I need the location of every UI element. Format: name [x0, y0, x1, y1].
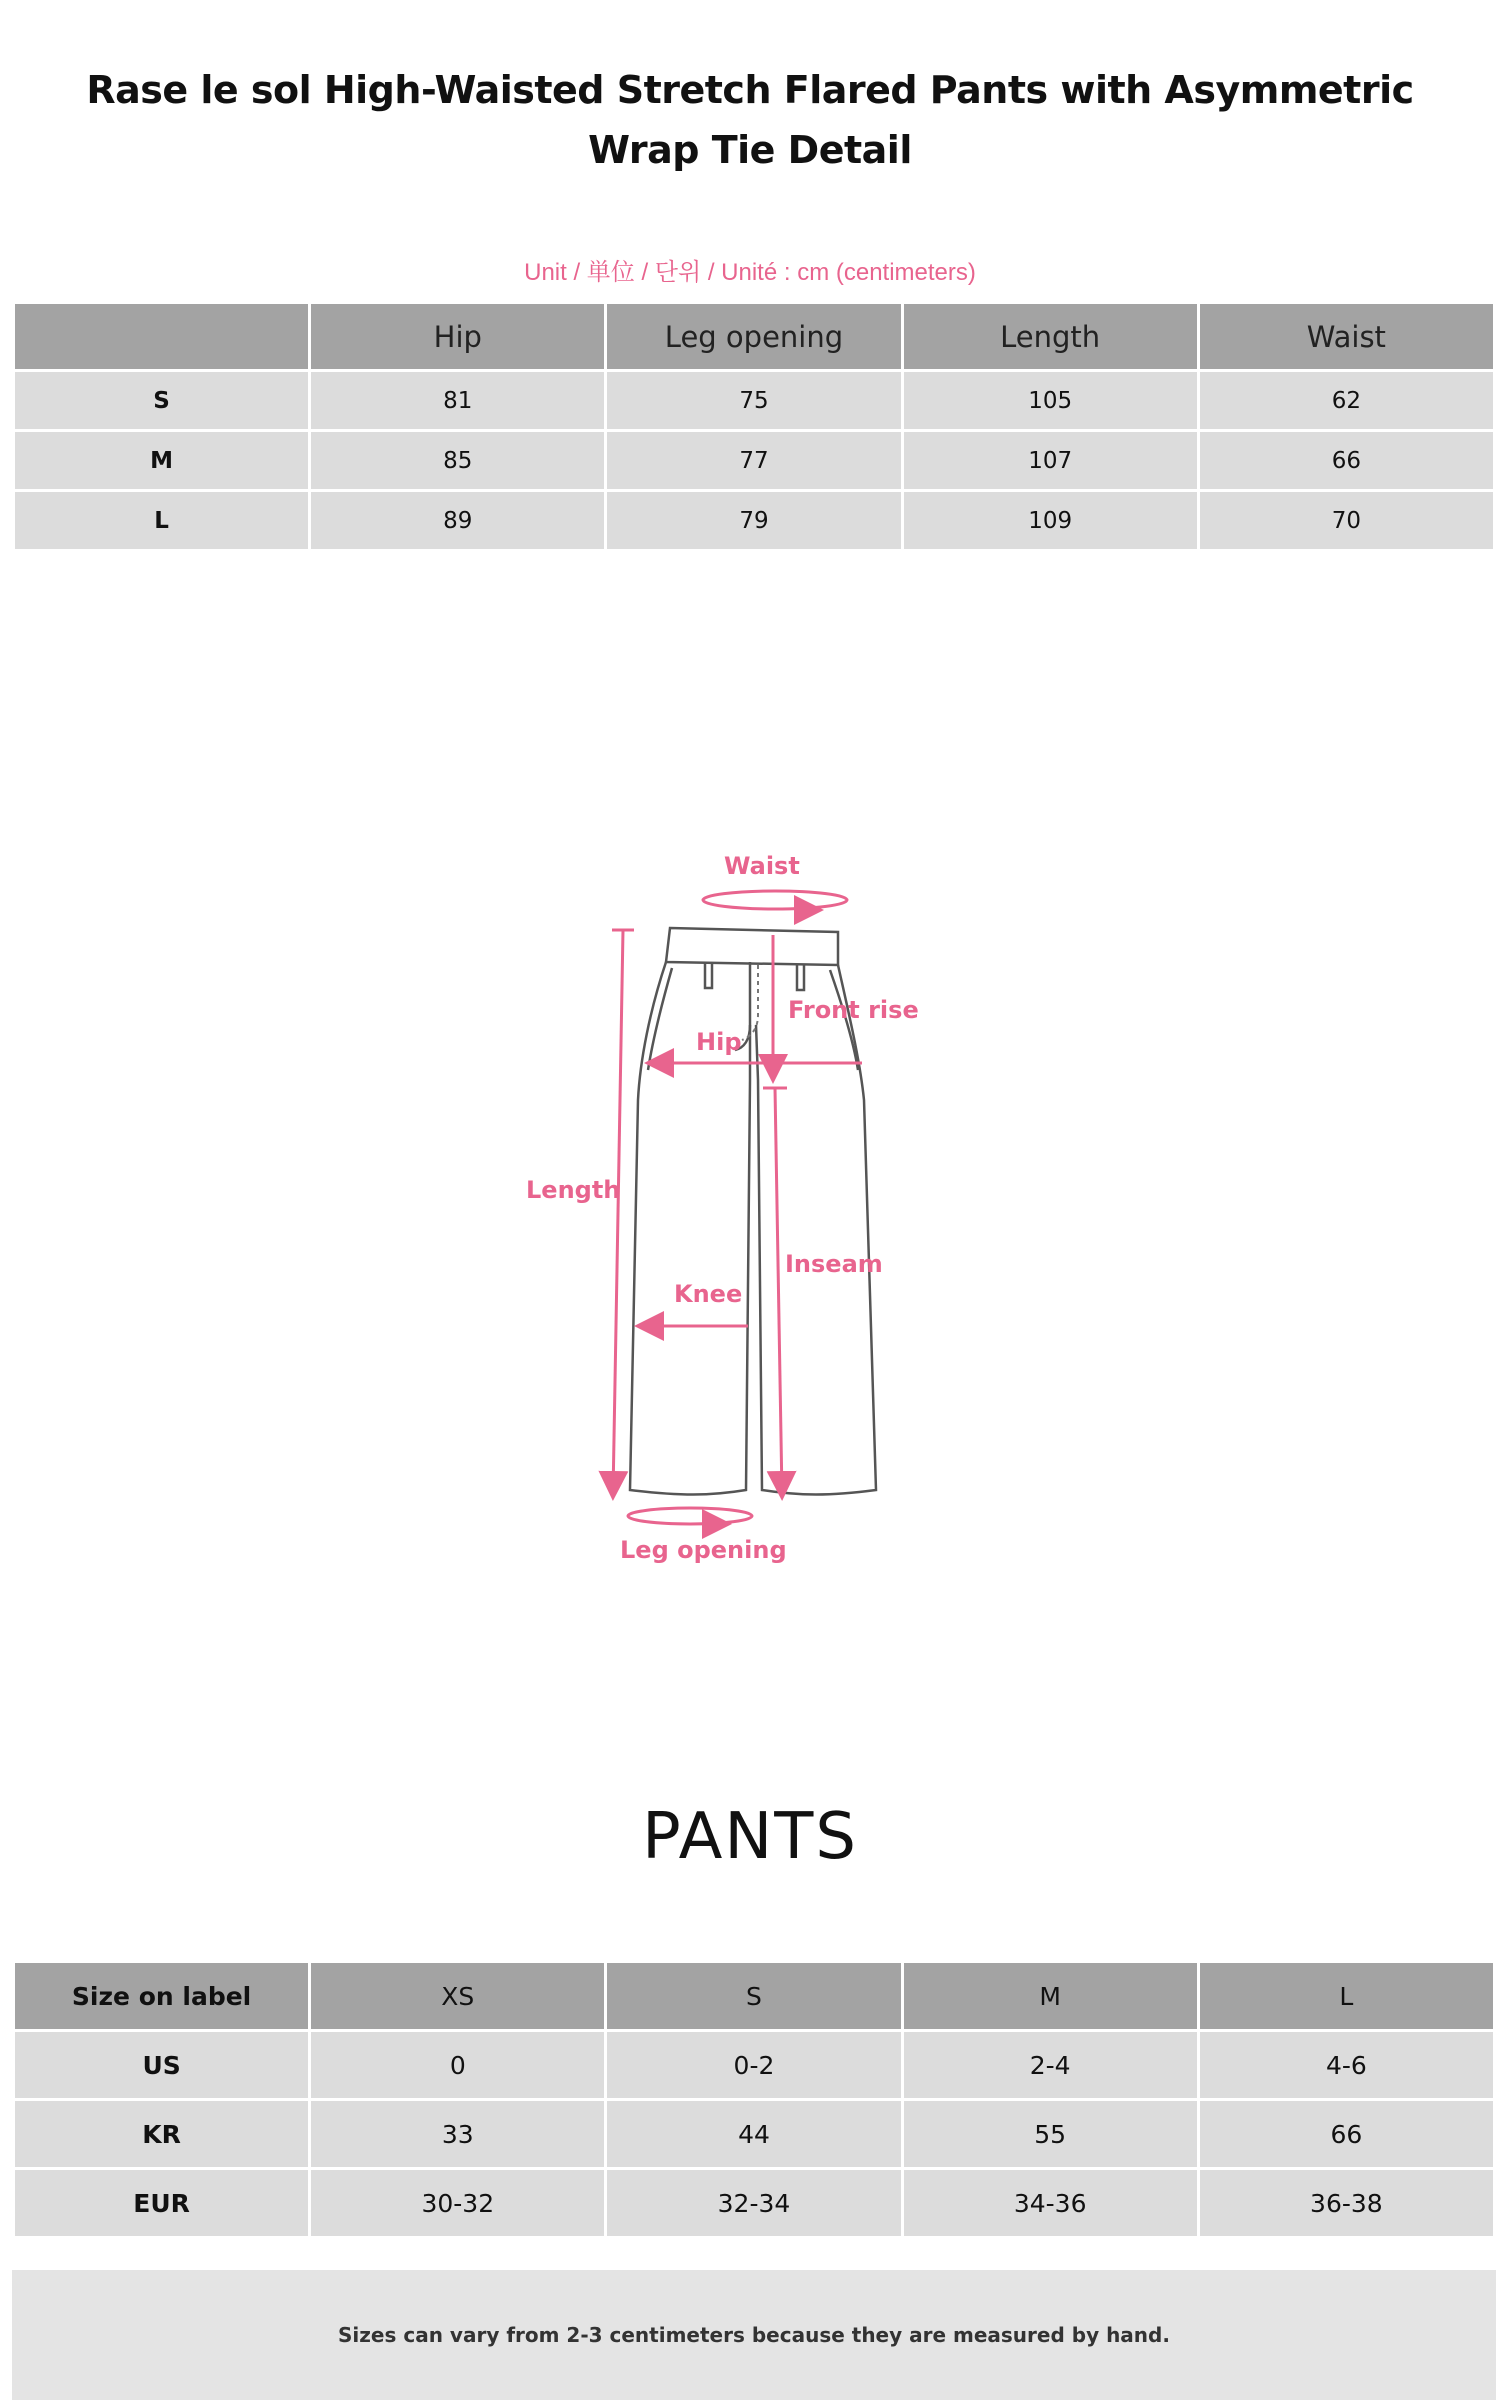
size-value: 55: [904, 2101, 1197, 2167]
measurement-table: [12, 301, 1496, 552]
region-label: US: [15, 2032, 308, 2098]
size-value: 34-36: [904, 2170, 1197, 2236]
measurement-header-row: [15, 304, 1493, 369]
measurement-header-hip: Hip: [311, 304, 604, 369]
inseam-arrow: [763, 1088, 787, 1495]
size-header-m: M: [904, 1963, 1197, 2029]
region-label: KR: [15, 2101, 308, 2167]
size-header-row: [15, 1963, 1493, 2029]
size-value: 4-6: [1200, 2032, 1493, 2098]
table-row: [15, 2170, 1493, 2236]
leg-opening-value: 79: [607, 492, 900, 549]
size-value: 2-4: [904, 2032, 1197, 2098]
pants-measurement-diagram: [500, 840, 1000, 1580]
leg-opening-value: 77: [607, 432, 900, 489]
leg-opening-arrow: [628, 1508, 752, 1524]
region-label: EUR: [15, 2170, 308, 2236]
size-header-s: S: [607, 1963, 900, 2029]
hip-value: 89: [311, 492, 604, 549]
size-header-l: L: [1200, 1963, 1493, 2029]
table-row: [15, 372, 1493, 429]
hip-label: Hip: [696, 1028, 742, 1056]
table-row: [15, 492, 1493, 549]
size-value: 66: [1200, 2101, 1493, 2167]
unit-note: Unit / 単位 / 단위 / Unité : cm (centimeters): [524, 259, 976, 286]
pants-heading: PANTS: [642, 1800, 858, 1874]
page-title: Rase le sol High-Waisted Stretch Flared Pants with Asymmetric Wrap Tie Detail: [86, 68, 1414, 172]
size-label: L: [15, 492, 308, 549]
front-rise-label: Front rise: [788, 996, 919, 1024]
table-row: [15, 2032, 1493, 2098]
table-row: [15, 2101, 1493, 2167]
hip-value: 85: [311, 432, 604, 489]
length-value: 107: [904, 432, 1197, 489]
size-value: 0: [311, 2032, 604, 2098]
knee-label: Knee: [674, 1280, 743, 1308]
size-header-xs: XS: [311, 1963, 604, 2029]
length-value: 109: [904, 492, 1197, 549]
size-value: 33: [311, 2101, 604, 2167]
measurement-disclaimer: [12, 2270, 1496, 2400]
waist-value: 62: [1200, 372, 1493, 429]
measurement-header-empty: [15, 304, 308, 369]
waist-label: Waist: [724, 852, 800, 880]
length-value: 105: [904, 372, 1197, 429]
disclaimer-text: Sizes can vary from 2-3 centimeters because they are measured by hand.: [338, 2323, 1170, 2347]
waistband: [666, 928, 838, 965]
measurement-header-length: Length: [904, 304, 1197, 369]
size-value: 30-32: [311, 2170, 604, 2236]
size-label: M: [15, 432, 308, 489]
size-value: 36-38: [1200, 2170, 1493, 2236]
waist-arrow: [703, 891, 847, 910]
waist-value: 66: [1200, 432, 1493, 489]
belt-loop-left: [705, 963, 712, 988]
size-header-label: Size on label: [15, 1963, 308, 2029]
size-label: S: [15, 372, 308, 429]
measurement-header-leg-opening: Leg opening: [607, 304, 900, 369]
belt-loop-right: [797, 964, 804, 990]
size-value: 32-34: [607, 2170, 900, 2236]
size-value: 44: [607, 2101, 900, 2167]
waist-value: 70: [1200, 492, 1493, 549]
table-row: [15, 432, 1493, 489]
size-value: 0-2: [607, 2032, 900, 2098]
leg-opening-value: 75: [607, 372, 900, 429]
measurement-header-waist: Waist: [1200, 304, 1493, 369]
leg-opening-label: Leg opening: [620, 1536, 787, 1564]
pants-diagram-svg: [500, 840, 1000, 1580]
length-label: Length: [526, 1176, 621, 1204]
size-conversion-table: [12, 1960, 1496, 2239]
hip-value: 81: [311, 372, 604, 429]
inseam-label: Inseam: [785, 1250, 883, 1278]
